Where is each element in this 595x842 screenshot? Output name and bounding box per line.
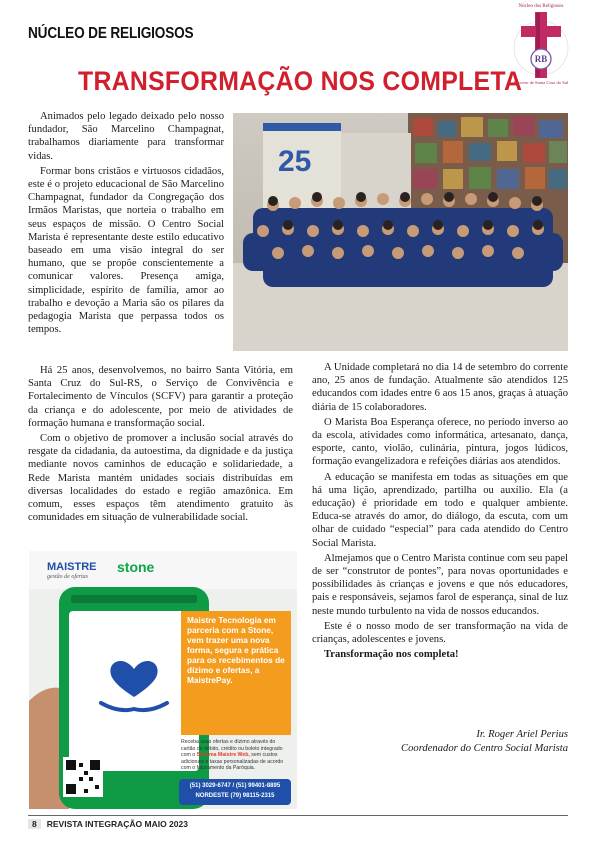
ad-phones: (51) 3029-6747 / (51) 99401-8895 <box>189 783 281 789</box>
signature-name: Ir. Roger Ariel Perius <box>476 729 568 740</box>
section-title: NÚCLEO DE RELIGIOSOS <box>28 25 194 42</box>
maistrepay-advertisement <box>29 551 297 809</box>
group-photo <box>233 113 568 351</box>
stone-logo: stone <box>117 559 155 575</box>
maistre-tagline: gestão de ofertas <box>47 574 88 580</box>
left-column <box>28 110 224 338</box>
paragraph: Este é o nosso modo de ser transformação na vida de crianças, adolescentes e jovens. <box>312 620 568 646</box>
logo-top-text: Núcleo dos Religiosos <box>518 4 564 9</box>
signature-role: Coordenador do Centro Social Marista <box>401 743 568 754</box>
paragraph: Almejamos que o Centro Marista continue com seu papel de ser “construtor de pontes”, para novas oportunidades e possibilidades às crianças e jovens e que nós educadores, pais e responsáveis, sejamos farol de esperança, sinal de luz neste mundo turbulento na vida de nossos educandos. <box>312 552 568 617</box>
ad-small-text <box>181 739 291 772</box>
left-lower-column <box>28 364 293 526</box>
paragraph: A educação se manifesta em todas as situações em que há uma lição, aprendizado, partilha ou auxílio. Ela (a educação) é prioridade em todo e qualquer ambiente. Educa-se através do amor, do diálogo, da escuta, com um olhar de cuidado “especial” para cada atendido do Centro Social Marista. <box>312 471 568 549</box>
signature-block <box>401 728 568 756</box>
publication-name: REVISTA INTEGRAÇÃO MAIO 2023 <box>46 819 188 829</box>
logo-letters: RB <box>534 54 548 64</box>
paragraph: Há 25 anos, desenvolvemos, no bairro Santa Vitória, em Santa Cruz do Sul-RS, o Serviço de Convivência e Fortalecimento de Vínculos (SCFV) para garantir a proteção da criança e do adolescente, por meio de atividades de formação humana e transformação social. <box>28 365 293 429</box>
maistre-logo: MAISTRE <box>47 561 97 573</box>
paragraph: Animados pelo legado deixado pelo nosso fundador, São Marcelino Champagnat, trabalhamos diariamente para transformar vidas. <box>28 111 224 162</box>
paragraph: Formar bons cristãos e virtuosos cidadãos, este é o projeto educacional de São Marcelino Champagnat, fundador da Congregação dos Irmãos Maristas, que norteia o trabalho em seus espaços de missão. O Centro Social Marista é representante deste estilo educativo baseado em uma visão integral do ser humano, que se propõe conscientemente a comunicar valores. Presença amiga, simplicidade, espírito de família, amor ao trabalho e devoção a Maria são os pilares da pedagogia Marista que perpassa todos os tempos. <box>28 165 224 336</box>
closing-line: Transformação nos completa! <box>324 649 459 661</box>
ad-small-text-2: sem custos adicionais e taxas personalizadas de acordo com o faturamento da Paróquia. <box>181 752 284 772</box>
right-column <box>312 361 568 663</box>
page-number: 8 <box>28 819 41 829</box>
banner-number: 25 <box>278 145 312 178</box>
footer-rule <box>28 815 568 816</box>
ad-small-highlight: Sistema Maistre Web, <box>196 752 250 759</box>
footer <box>28 819 188 829</box>
paragraph: O Marista Boa Esperança oferece, no período inverso ao da escola, atividades como informática, artesanato, dança, esporte, canto, violão, culinária, pintura, jogos lúdicos, formação evangelizadora e refeições diárias aos atendidos. <box>312 416 568 468</box>
logo-bottom-text: Diocese de Santa Cruz do Sul <box>513 80 569 85</box>
paragraph: Com o objetivo de promover a inclusão social através do resgate da cidadania, da autoestima, da dignidade e da justiça mediante novos caminhos de educação e solidariedade, a Rede Marista mantém unidades sociais distribuídas em diversas localidades do estado e região amazônica. Em comum, esses espaços têm atendimento gratuito às comunidades em situação de vulnerabilidade social. <box>28 433 293 524</box>
ad-callout-text: Maistre Tecnologia em parceria com a Stone, vem trazer uma nova forma, segura e prática para os recebimentos de dízimo e ofertas, a MaistrePay. <box>187 615 285 685</box>
paragraph: A Unidade completará no dia 14 de setembro do corrente ano, 25 anos de fundação. Atualmente são atendidos 125 educandos com idades entre 6 aos 15 anos, graças à atuação diária de 15 colaboradores. <box>312 362 568 413</box>
ad-northeast-phone: NORDESTE (79) 98115-2315 <box>195 793 275 799</box>
ad-small-text-1: Receba suas ofertas e dízimo através do cartão de débito, crédito ou boleto integrado com o <box>181 739 283 759</box>
article-headline: TRANSFORMAÇÃO NOS COMPLETA <box>78 66 523 96</box>
